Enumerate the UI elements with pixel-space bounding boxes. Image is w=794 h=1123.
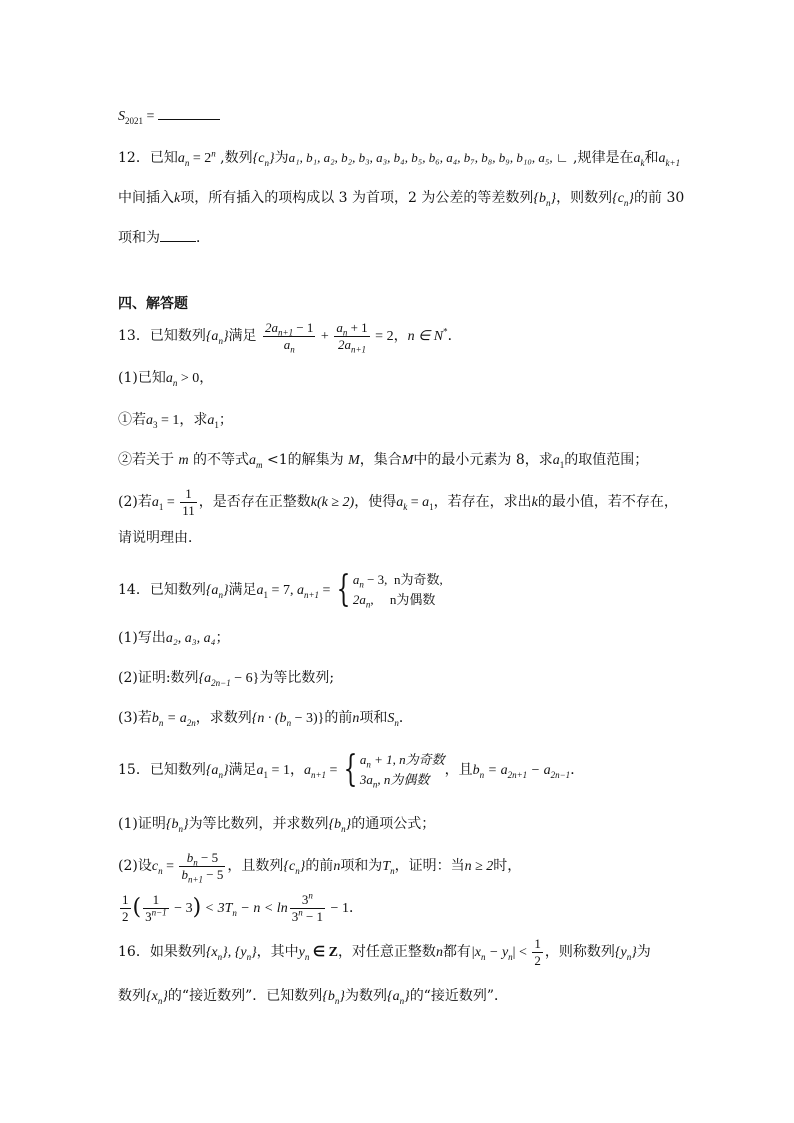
answer-blank[interactable] [160, 229, 196, 242]
math: 1 [534, 935, 541, 951]
math: , [370, 592, 374, 607]
question-number: 16．如果数列 [118, 944, 206, 960]
text: ． [398, 710, 413, 726]
math: {a [205, 763, 219, 778]
math: {a [386, 989, 400, 1004]
answer-blank[interactable] [158, 107, 220, 120]
math-sub: n [342, 327, 348, 338]
text: 数列 [118, 988, 146, 1004]
math: n [333, 859, 341, 874]
text: 的前 [324, 710, 353, 726]
math-sub: n [359, 579, 364, 590]
math: } [299, 859, 306, 874]
math: {c [612, 191, 624, 206]
text: ,规律是在 [568, 150, 634, 166]
text: (1)已知 [118, 370, 166, 386]
question-number: 13．已知数列 [118, 328, 206, 344]
math-sub: 1 [158, 501, 164, 512]
math-sub: n+1 [187, 874, 204, 885]
text: 为等比数列，并求数列 [188, 816, 329, 832]
text: 满足 [228, 762, 257, 778]
math: = 2 [371, 329, 394, 344]
math: {a [205, 329, 219, 344]
math-sub: 2n−1 [550, 769, 571, 780]
math-sub: n [158, 717, 164, 728]
q13-stem [118, 316, 462, 356]
math: a [303, 763, 311, 778]
math-sub: n [394, 717, 399, 728]
math-sub: n+1 [350, 344, 367, 355]
math-sub: n [508, 951, 513, 962]
text: 为 [636, 944, 651, 960]
text: ，则称数列 [544, 944, 615, 960]
math: a [283, 336, 291, 352]
math: a [552, 453, 560, 468]
math-sub: 1 [263, 589, 269, 600]
text: (2)证明:数列 [118, 670, 199, 686]
math: b [472, 763, 480, 778]
case-row [360, 770, 445, 790]
math-sub: k [640, 157, 645, 168]
math: − 3 [170, 901, 193, 916]
text: ，且 [444, 762, 473, 778]
math: k [531, 495, 538, 510]
text: ， [393, 328, 408, 344]
left-brace: { [336, 569, 351, 610]
text: 的最小值，若不存在， [537, 494, 678, 510]
math-sub: n [178, 823, 183, 834]
text: (1)写出 [118, 630, 166, 646]
text: 的不等式 [188, 452, 250, 468]
math-sub: n [390, 865, 395, 876]
text: 的通项公式； [351, 816, 436, 832]
text: 的“接近数列”． [409, 988, 509, 1004]
math-sub: n [157, 995, 163, 1006]
math: b [181, 866, 188, 882]
text: ，则数列 [556, 190, 613, 206]
math-sup: n [308, 890, 313, 901]
math: a [207, 413, 215, 428]
math: n为奇数, [393, 572, 443, 587]
text: (2)若 [118, 494, 152, 510]
math: } [222, 763, 229, 778]
text: ，若存在，求出 [433, 494, 532, 510]
q13-part1-sub1 [118, 410, 233, 431]
math: } [339, 989, 345, 1004]
math: a₂, a₃, a₄ [165, 631, 216, 646]
case-row [353, 590, 443, 610]
left-brace: { [343, 749, 358, 790]
q13-part2-cont: 请说明理由． [118, 530, 202, 546]
text: (1)证明 [118, 816, 166, 832]
math: a [256, 763, 264, 778]
math: a [165, 371, 173, 386]
text: ，是否存在正整数 [198, 494, 311, 510]
text: (2)设 [118, 858, 152, 874]
math: a [658, 151, 666, 166]
math-sup: n [211, 148, 216, 159]
text: 项和为 [118, 230, 160, 246]
math-sub: m [256, 459, 263, 470]
circled-number: ① [118, 412, 132, 428]
question-number: 14．已知数列 [118, 582, 206, 598]
math-sub: 1 [263, 769, 269, 780]
fraction [180, 486, 197, 519]
text: 为 [274, 150, 289, 166]
text: ，求数列 [195, 710, 252, 726]
text: 若关于 [132, 452, 179, 468]
math: = a [163, 711, 187, 726]
case-row [360, 750, 445, 770]
math: − 1 [293, 319, 314, 335]
math: n ∈ N [407, 329, 444, 344]
math-sub: n [286, 717, 292, 728]
text: 项和 [359, 710, 388, 726]
math-sub: n [184, 157, 190, 168]
piecewise-cases [360, 750, 445, 790]
math: a [359, 752, 367, 767]
math: {x [205, 945, 218, 960]
section-title: 四、解答题 [118, 296, 188, 312]
fraction [334, 320, 369, 353]
math: 1 [122, 891, 129, 907]
math: b [151, 711, 159, 726]
math: − y [485, 945, 509, 960]
math-sub: k [403, 501, 408, 512]
text: 时， [493, 858, 522, 874]
math: } [268, 151, 275, 166]
left-paren: ( [132, 895, 142, 920]
math: {a [198, 671, 212, 686]
fraction [143, 892, 169, 925]
math: n [352, 711, 360, 726]
sequence-expression: a₁, b₁, a₂, b₂, b₃, a₃, b₄, b₅, b₆, a₄, b₇, b₈, b₉, b₁₀, a₅, ∟ [288, 150, 569, 165]
q15-part1 [118, 814, 435, 835]
math: } [631, 945, 637, 960]
math: − 1 [327, 901, 349, 916]
math: = 2 [189, 151, 212, 166]
text: ． [570, 762, 585, 778]
math: S [387, 711, 395, 726]
math: {c [252, 151, 265, 166]
fraction [532, 936, 543, 969]
math: = 1 [268, 763, 290, 778]
text: ． [348, 900, 363, 916]
text: ． [196, 230, 210, 246]
math: − n < ln [236, 901, 288, 916]
math: − 6} [230, 671, 260, 686]
q12-line-1 [118, 148, 680, 169]
math-sub: n [626, 951, 632, 962]
q12-line-3 [118, 228, 210, 248]
math: } [222, 583, 229, 598]
math-sub: 3 [153, 419, 158, 430]
text: 项，所有插入的项构成以 3 为首项，2 为公差的等差数列 [180, 190, 534, 206]
math: n [435, 945, 443, 960]
math: }, {y [222, 945, 247, 960]
math: 3 [145, 908, 152, 924]
math-sub: n [193, 857, 198, 868]
text: ． [447, 328, 462, 344]
q14-part2 [118, 668, 334, 689]
text: ，证明：当 [394, 858, 465, 874]
math: M [348, 453, 360, 468]
math: } [251, 945, 257, 960]
text: ，求 [179, 412, 208, 428]
math: − 1 [302, 908, 324, 924]
q13-part2 [118, 484, 678, 520]
q16-line-1 [118, 934, 651, 970]
text: 项和为 [340, 858, 383, 874]
math: {x [146, 989, 158, 1004]
q12-line-2 [118, 188, 684, 209]
piecewise-cases [353, 570, 443, 610]
math: = [407, 495, 423, 510]
text: ； [218, 412, 233, 428]
math: a [396, 495, 404, 510]
math: , n为偶数 [377, 772, 430, 787]
math: } [550, 191, 557, 206]
math-sub: n [399, 995, 405, 1006]
math-sub: n [481, 951, 486, 962]
fraction [179, 850, 225, 883]
math: } [222, 329, 229, 344]
math: 11 [182, 502, 195, 518]
math: {b [322, 989, 335, 1004]
math-sub: 2n+1 [507, 769, 528, 780]
math-sub: n [365, 599, 371, 610]
math: } [182, 817, 189, 832]
q15-part2 [118, 846, 521, 886]
text: ，集合 [359, 452, 402, 468]
equals-sign: = [143, 109, 158, 124]
math: 3 [291, 908, 299, 924]
math: m [178, 453, 189, 468]
math: {n · (b [251, 711, 287, 726]
q14-part1 [118, 628, 229, 649]
math: a [422, 495, 430, 510]
text: ， [289, 762, 304, 778]
math: a [146, 413, 153, 428]
math: (k ≥ 2) [317, 495, 355, 510]
text: 都有 [442, 944, 471, 960]
math-sub: n [290, 344, 295, 355]
math-sub: n [264, 157, 269, 168]
math: = 7, [268, 583, 297, 598]
math: = [326, 763, 341, 778]
math: } [345, 817, 352, 832]
math: } [404, 989, 410, 1004]
math: = [319, 583, 334, 598]
math-sup: n [298, 907, 303, 918]
math: 2a [352, 592, 366, 607]
math: n ≥ 2 [464, 859, 494, 874]
math: |x [470, 945, 481, 960]
text: ,数列 [215, 150, 253, 166]
math-sub: n [304, 951, 310, 962]
math-sub: n+1 [278, 327, 294, 338]
math-sup: n−1 [151, 907, 167, 918]
math: n为偶数 [389, 592, 436, 607]
math: {a [205, 583, 219, 598]
s-symbol: S [118, 109, 125, 124]
math: {b [533, 191, 546, 206]
math: + [317, 329, 333, 344]
text: ，且数列 [227, 858, 284, 874]
math: c [151, 859, 159, 874]
math: } [628, 191, 635, 206]
math-sub: n+1 [310, 769, 327, 780]
math-sub: n [623, 197, 629, 208]
math-sub: k+1 [665, 157, 681, 168]
fraction [120, 892, 131, 925]
math: + 1, n为奇数 [370, 752, 445, 767]
math-sub: 1 [429, 501, 434, 512]
math: } [162, 989, 168, 1004]
text: ，其中 [256, 944, 299, 960]
q14-stem [118, 568, 443, 612]
question-number: 15．已知数列 [118, 762, 206, 778]
math-sub: n [218, 335, 223, 346]
math: − 5 [197, 849, 219, 865]
math-sub: n [172, 377, 178, 388]
math: | < [512, 945, 531, 960]
text: 为数列 [344, 988, 387, 1004]
text: 满足 [228, 582, 257, 598]
math: = a [484, 763, 508, 778]
math: T [382, 859, 391, 874]
text: 的取值范围； [564, 452, 649, 468]
math: {b [328, 817, 342, 832]
math-sub: n [217, 951, 223, 962]
math: 2 [534, 952, 541, 968]
math: − 5 [203, 866, 224, 882]
math-sub: n [334, 995, 340, 1006]
math: = [163, 495, 179, 510]
math: a [151, 495, 159, 510]
math-sub: n [372, 779, 378, 790]
math: 2 [122, 908, 129, 924]
math-sup: * [443, 326, 448, 337]
math: > 0 [177, 371, 200, 386]
text: 中间插入 [118, 190, 174, 206]
fraction [263, 320, 315, 353]
text: <1的解集为 [262, 452, 349, 468]
math: a [296, 583, 304, 598]
circled-number: ② [118, 452, 132, 468]
math: {y [614, 945, 627, 960]
text: 的前 30 [634, 190, 685, 206]
math: M [401, 453, 414, 468]
math: a [352, 572, 360, 587]
math: k [174, 191, 181, 206]
math-sub: n [218, 769, 223, 780]
text: 和 [644, 150, 659, 166]
math: + 1 [347, 319, 368, 335]
q14-part3 [118, 708, 413, 729]
math: < 3T [201, 901, 233, 916]
text: 满足 [228, 328, 257, 344]
math: = 1 [157, 413, 180, 428]
math: {b [165, 817, 179, 832]
math: 3 [301, 891, 309, 907]
math-sub: 2n−1 [211, 677, 231, 688]
math: k [310, 495, 317, 510]
math-sub: n [158, 865, 163, 876]
math-sub: 1 [559, 459, 565, 470]
math: a [249, 453, 257, 468]
math-sub: n [366, 759, 371, 770]
text: ， [199, 370, 214, 386]
q11-answer-line [118, 106, 220, 127]
math: b [186, 849, 194, 865]
math-sub: n [341, 823, 346, 834]
text: 的前 [305, 858, 334, 874]
q15-stem [118, 748, 584, 792]
text: 为等比数列; [259, 670, 335, 686]
math: − 3, [363, 572, 388, 587]
math-sub: n [246, 951, 252, 962]
question-number: 12． [118, 150, 150, 166]
math: − a [527, 763, 551, 778]
text: 已知 [149, 150, 178, 166]
right-paren: ) [192, 895, 202, 920]
math: − 3)} [291, 711, 325, 726]
text: ； [215, 630, 230, 646]
math: 1 [185, 485, 192, 501]
math: 3a [359, 772, 373, 787]
q15-inequality [118, 888, 363, 928]
fraction [290, 892, 325, 925]
text: 的“接近数列”．已知数列 [167, 988, 323, 1004]
math: {c [283, 859, 296, 874]
math-sub: n [295, 865, 300, 876]
math: y [298, 945, 305, 960]
math: 2a [337, 336, 351, 352]
math-sub: n [218, 589, 223, 600]
math: a [336, 319, 343, 335]
math: ∈ Z [309, 945, 338, 960]
math: a [633, 151, 641, 166]
math: a [177, 151, 185, 166]
text: 若 [132, 412, 146, 428]
text: ，对任意正整数 [337, 944, 436, 960]
math: = [162, 859, 178, 874]
math-sub: n+1 [303, 589, 320, 600]
math: 1 [152, 891, 160, 907]
text: 中的最小元素为 8，求 [413, 452, 553, 468]
math-sub: n [546, 197, 551, 208]
math-sub: n [479, 769, 485, 780]
s-subscript: 2021 [125, 115, 143, 126]
math-sub: n [232, 907, 237, 918]
q13-part1-sub2 [118, 450, 648, 471]
math: a [256, 583, 264, 598]
q13-part1 [118, 368, 213, 389]
math: 2a [265, 319, 278, 335]
text: (3)若 [118, 710, 152, 726]
text: ，使得 [354, 494, 397, 510]
math-sub: 1 [214, 419, 219, 430]
case-row [353, 570, 443, 590]
math-sub: 2n [186, 717, 196, 728]
q16-line-2 [118, 986, 508, 1007]
